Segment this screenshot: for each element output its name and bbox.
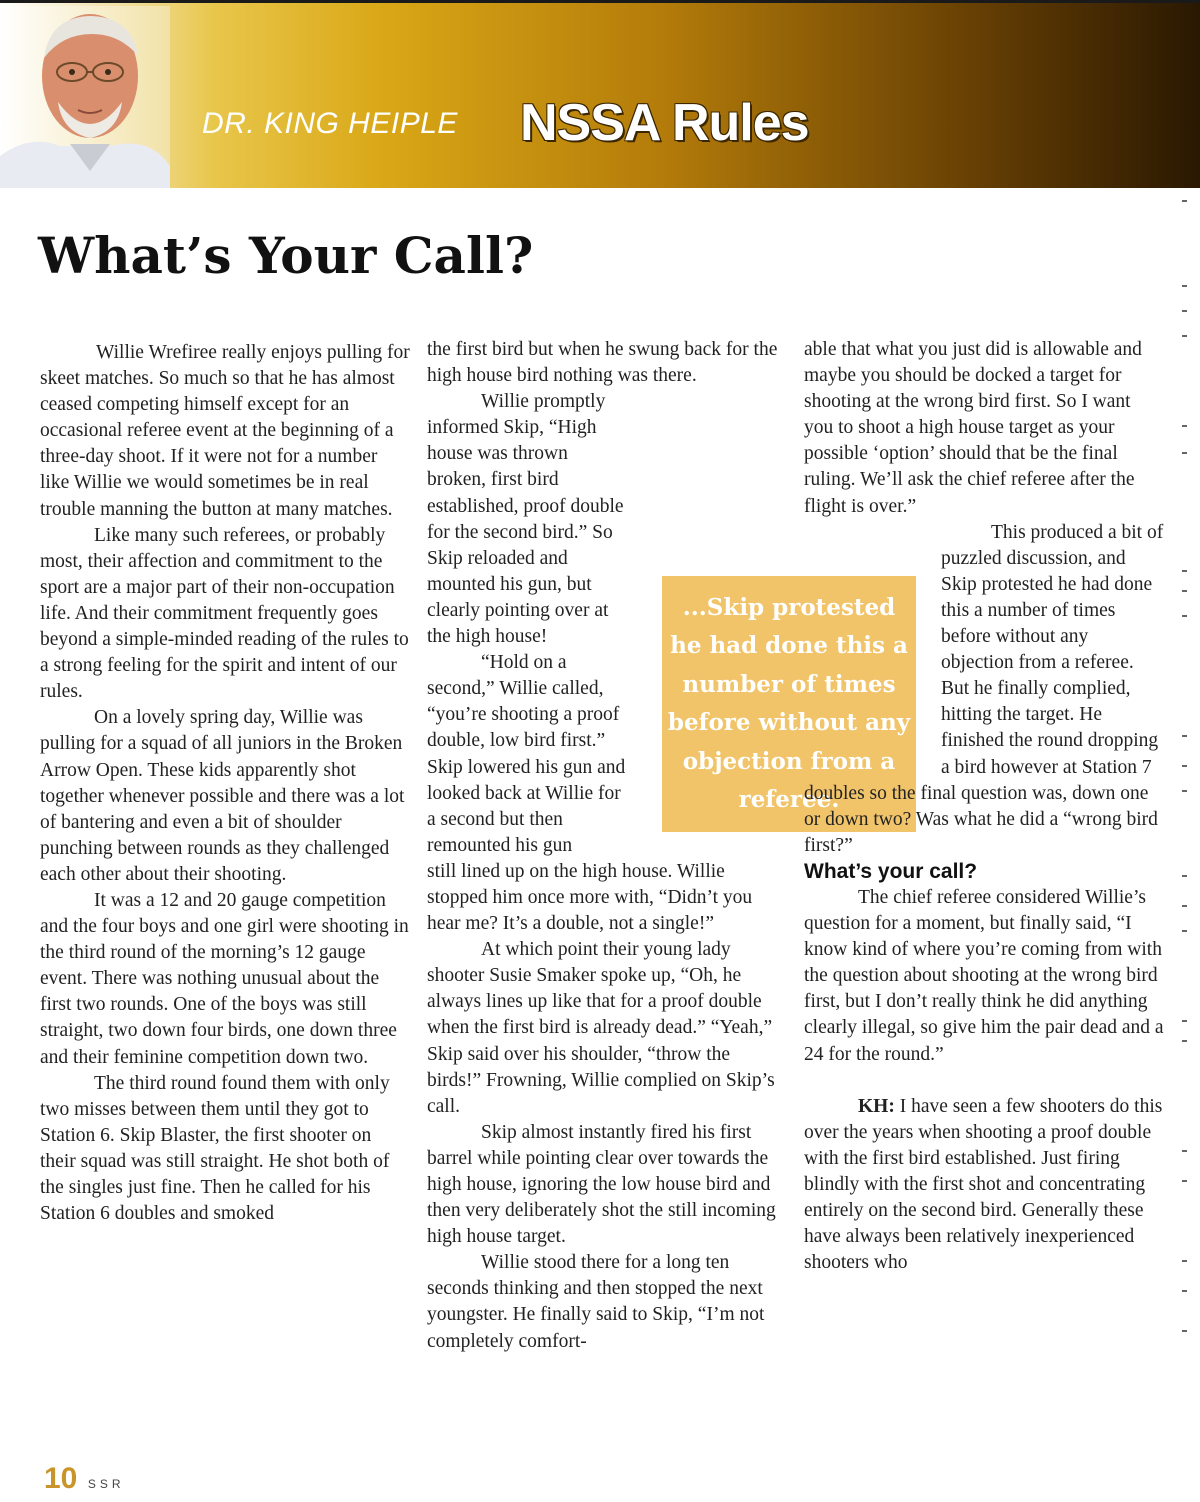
paragraph: still lined up on the high house. Willie stopped him once more with, “Didn’t you hear me? It’s a double, not a single!” (427, 860, 753, 935)
paragraph: able that what you just did is allowable and maybe you should be docked a target for shooting at the wrong bird first. So I want you to shoot a high house target as your possible ‘option’ should that be the final ruling. We’ll ask the chief referee after the flight is over.” (804, 339, 1142, 517)
author-photo (0, 6, 170, 188)
paragraph: Skip almost instantly fired his first barrel while pointing clear over towards the high house, ignoring the low house bird and then very deliberately shot the still incoming high house target. (427, 1121, 776, 1248)
header-banner (0, 0, 1200, 188)
publication-name: SSR (87, 1477, 125, 1491)
column-2 (427, 337, 787, 1355)
page-footer (44, 1462, 125, 1496)
page-number: 10 (44, 1462, 78, 1495)
paragraph: It was a 12 and 20 gauge competition and the four boys and one girl were shooting in the third round of the morning’s 12 gauge event. There was nothing unusual about the first two rounds. One of the boys was still straight, two down four birds, one down three and their feminine competition down two. (40, 889, 409, 1068)
paragraph: Willie Wrefiree really enjoys pulling for skeet matches. So much so that he has almost ceased competing himself except for an occasional referee event at the beginning of a three-day shoot. If it were not for a number like Willie we would sometimes be in real trouble manning the button at many matches. (40, 342, 410, 520)
paragraph: Willie promptly informed Skip, “High house was thrown broken, first bird established, proof double for the second bird.” So Skip reloaded and mounted his gun, but clearly pointing over at the high house! (427, 391, 624, 648)
paragraph-text: I have seen a few shooters do this over the years when shooting a proof double with the first bird established. Just firing blindly with the first shot and concentrating entirely on the second bird. Generally these have always been relatively inexperienced shooters who (804, 1095, 1163, 1274)
author-name: DR. KING HEIPLE (202, 107, 458, 140)
paragraph: Willie stood there for a long ten seconds thinking and then stopped the next youngster. He finally said to Skip, “I’m not completely comfort- (427, 1252, 765, 1352)
paragraph: doubles so the final question was, down one or down two? Was what he did a “wrong bird first?” (804, 782, 1158, 856)
paragraph: This produced a bit of puzzled discussion, and Skip protested he had done this a number of times before without any objection from a referee. But he finally complied, hitting the target. He finished the round dropping a bird however at Station 7 (941, 521, 1164, 778)
paragraph (804, 1094, 1164, 1277)
paragraph: The chief referee considered Willie’s question for a moment, but finally said, “I know kind of where you’re coming from with the question about shooting at the wrong bird first, but I don’t really think he did anything clearly illegal, so give him the pair dead and a 24 for the round.” (804, 886, 1164, 1065)
binding-margin-marks (1178, 190, 1198, 1390)
paragraph: On a lovely spring day, Willie was pulling for a squad of all juniors in the Broken Arrow Open. These kids apparently shot together whenever possible and there was a lot of bantering and even a bit of shoulder punching between rounds as they challenged each other about their shooting. (40, 707, 405, 885)
paragraph: At which point their young lady shooter Susie Smaker spoke up, “Oh, he always lines up like that for a proof double when the first bird is already dead.” “Yeah,” Skip said over his shoulder, “throw the birds!” Frowning, Willie complied on Skip’s call. (427, 939, 775, 1117)
initials-label: KH: (858, 1095, 895, 1117)
pull-quote: ...Skip protested he had done this a number of times before without any objection from a referee. (662, 576, 916, 832)
column-1 (40, 340, 410, 1227)
paragraph: the first bird but when he swung back for the high house bird nothing was there. (427, 339, 778, 387)
article-title: What’s Your Call? (38, 226, 534, 285)
section-subhead: What’s your call? (804, 859, 978, 883)
paragraph: The third round found them with only two misses between them until they got to Station 6. Skip Blaster, the first shooter on their squad was still straight. He shot both of the singles just fine. Then he called for his Station 6 doubles and smoked (40, 1072, 390, 1225)
paragraph: “Hold on a second,” Willie called, “you’re shooting a proof double, low bird first.” Skip lowered his gun and looked back at Willie for a second but then remounted his gun (427, 652, 626, 856)
column-3 (804, 337, 1164, 1276)
paragraph: Like many such referees, or probably most, their affection and commitment to the sport are a major part of their non-occupation life. And their commitment frequently goes beyond a simple-minded reading of the rules to a strong feeling for the spirit and intent of our rules. (40, 524, 409, 703)
column-name: NSSA Rules (520, 94, 809, 152)
